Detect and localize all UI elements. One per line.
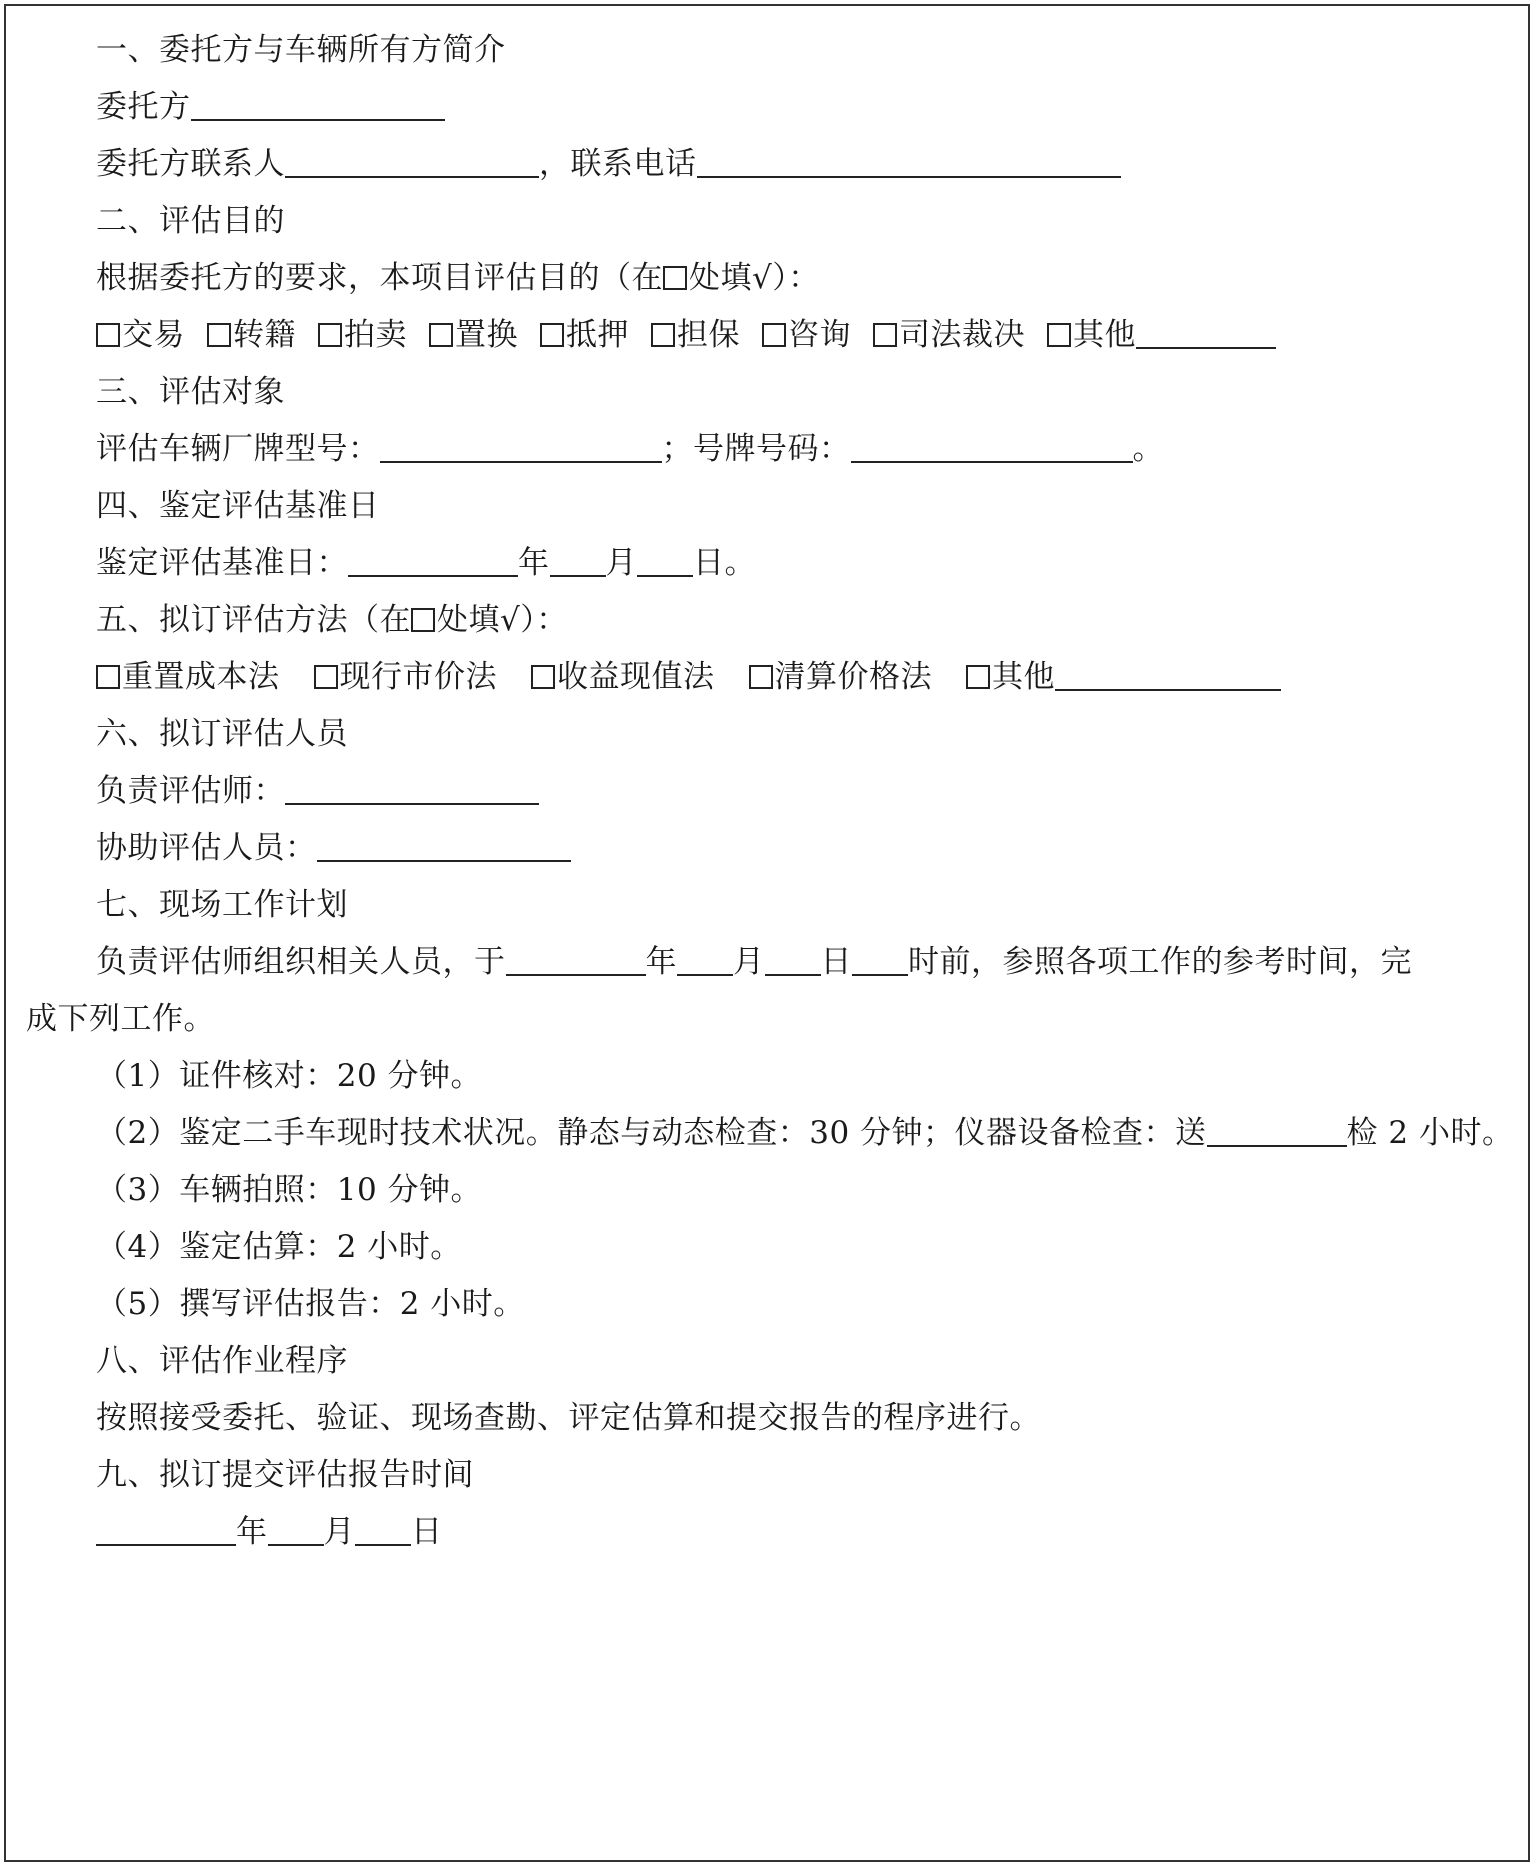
purpose-other-field[interactable] [1136,307,1276,349]
method-option-replacement-cost[interactable]: 重置成本法 [96,643,280,711]
contact-field[interactable] [285,136,539,178]
checkbox-icon[interactable] [96,323,120,347]
work-plan-continuation: 成下列工作。 [26,1001,215,1037]
section-7-heading: 七、现场工作计划 [96,887,348,923]
purpose-option-trade[interactable]: 交易 [96,301,185,369]
client-field[interactable] [191,79,445,121]
checkbox-icon[interactable] [207,323,231,347]
checkbox-icon[interactable] [429,323,453,347]
method-option-liquidation[interactable]: 清算价格法 [749,643,933,711]
base-date-row: 鉴定评估基准日： 年 月 日。 [6,529,1528,597]
purpose-option-guarantee[interactable]: 担保 [651,301,740,369]
plan-month-field[interactable] [677,934,733,976]
checkbox-icon[interactable] [531,665,555,689]
purpose-option-consulting[interactable]: 咨询 [762,301,851,369]
lead-appraiser-field[interactable] [285,763,539,805]
section-2-heading: 二、评估目的 [96,203,285,239]
method-other-field[interactable] [1055,649,1281,691]
section-9-heading: 九、拟订提交评估报告时间 [96,1457,474,1493]
base-month-field[interactable] [550,535,606,577]
method-option-other[interactable]: 其他 [966,643,1281,711]
checkbox-icon[interactable] [314,665,338,689]
purpose-option-mortgage[interactable]: 抵押 [540,301,629,369]
model-field[interactable] [380,421,662,463]
report-date-row: 年 月 日 [6,1498,1528,1566]
base-day-field[interactable] [637,535,693,577]
checkbox-sample-icon [411,608,435,632]
purpose-option-auction[interactable]: 拍卖 [318,301,407,369]
checkbox-icon[interactable] [1047,323,1071,347]
section-1-heading: 一、委托方与车辆所有方简介 [96,32,506,68]
checkbox-icon[interactable] [966,665,990,689]
purpose-instruction: 根据委托方的要求，本项目评估目的（在 处填√）： [96,260,820,296]
client-label: 委托方 [96,89,191,125]
section-6-heading: 六、拟订评估人员 [96,716,348,752]
work-plan-paragraph: 负责评估师组织相关人员，于 年 月 日 时前，参照各项工作的参考时间，完 [6,928,1528,996]
model-label: 评估车辆厂牌型号： [96,431,380,467]
checkbox-sample-icon [663,266,687,290]
checkbox-icon[interactable] [873,323,897,347]
purpose-option-judicial[interactable]: 司法裁决 [873,301,1025,369]
report-month-field[interactable] [268,1504,324,1546]
section-5-heading: 五、拟订评估方法（在 处填√）： [96,602,568,638]
lead-appraiser-label: 负责评估师： [96,773,285,809]
contact-label: 委托方联系人 [96,146,285,182]
report-day-field[interactable] [355,1504,411,1546]
work-item-3: （3）车辆拍照：10 分钟。 [96,1172,483,1208]
report-year-field[interactable] [96,1504,236,1546]
document-frame [4,4,1530,1862]
section-4-heading: 四、鉴定评估基准日 [96,488,380,524]
work-item-2: （2）鉴定二手车现时技术状况。静态与动态检查：30 分钟；仪器设备检查：送 检 2 小时。 [6,1099,1528,1167]
checkbox-icon[interactable] [318,323,342,347]
plate-label: ；号牌号码： [661,431,851,467]
base-year-field[interactable] [348,535,518,577]
checkbox-icon[interactable] [762,323,786,347]
inspection-field[interactable] [1207,1105,1347,1147]
assistant-label: 协助评估人员： [96,830,317,866]
checkbox-icon[interactable] [651,323,675,347]
checkbox-icon[interactable] [540,323,564,347]
phone-field[interactable] [697,136,1121,178]
section-8-heading: 八、评估作业程序 [96,1343,348,1379]
purpose-option-other[interactable]: 其他 [1047,301,1276,369]
plan-day-field[interactable] [765,934,821,976]
vehicle-row: 评估车辆厂牌型号： ；号牌号码： 。 [6,415,1528,483]
plan-hour-field[interactable] [852,934,908,976]
phone-label: ，联系电话 [539,146,697,182]
work-item-1: （1）证件核对：20 分钟。 [96,1058,483,1094]
base-date-label: 鉴定评估基准日： [96,545,348,581]
purpose-option-replacement[interactable]: 置换 [429,301,518,369]
checkbox-icon[interactable] [96,665,120,689]
checkbox-icon[interactable] [749,665,773,689]
plan-year-field[interactable] [506,934,646,976]
procedure-text: 按照接受委托、验证、现场查勘、评定估算和提交报告的程序进行。 [96,1400,1041,1436]
work-item-5: （5）撰写评估报告：2 小时。 [96,1286,525,1322]
plate-field[interactable] [851,421,1133,463]
section-3-heading: 三、评估对象 [96,374,285,410]
purpose-option-transfer[interactable]: 转籍 [207,301,296,369]
work-item-4: （4）鉴定估算：2 小时。 [96,1229,462,1265]
assistant-field[interactable] [317,820,571,862]
method-option-market-price[interactable]: 现行市价法 [314,643,498,711]
method-option-income[interactable]: 收益现值法 [531,643,715,711]
